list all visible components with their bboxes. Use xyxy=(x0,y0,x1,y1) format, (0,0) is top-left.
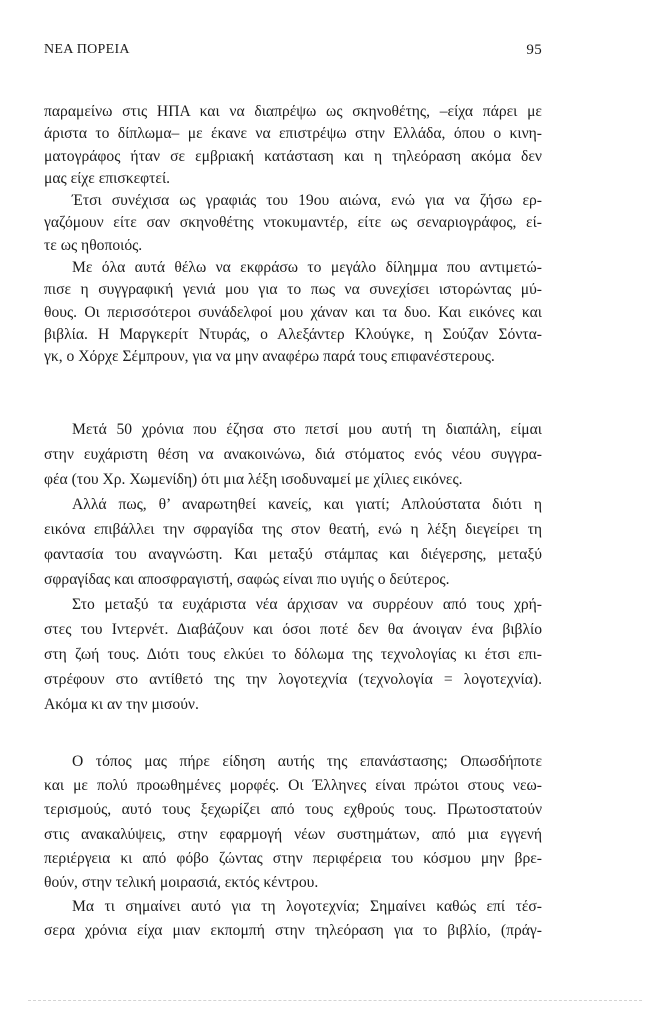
paragraph xyxy=(44,895,542,943)
text-line: σφραγίδας και αποσφραγιστή, σαφώς είναι πιο υγιής ο δεύτερος. xyxy=(44,571,450,588)
running-title: ΝΕΑ ΠΟΡΕΙΑ xyxy=(44,42,130,57)
paragraph xyxy=(44,257,542,368)
text-line: Στο μεταξύ τα ευχάριστα νέα άρχισαν να συρρέουν από τους χρή- xyxy=(72,596,542,613)
text-line: θούν, στην τελική μοιρασιά, εκτός κέντρου. xyxy=(44,873,319,891)
text-line: πισε η συγγραφική γενιά μου για το πως να συνεχίσει ιστορώντας μύ- xyxy=(44,281,542,299)
text-line: τερισμούς, αυτό τους ξεχωρίζει από τους εχθρούς τους. Πρωτοστατούν xyxy=(44,801,542,819)
running-header xyxy=(44,42,542,62)
text-section-1 xyxy=(44,101,542,369)
scan-edge-divider xyxy=(28,1000,642,1001)
text-line: φέα (του Χρ. Χωμενίδη) ότι μια λέξη ισοδυναμεί με χίλιες εικόνες. xyxy=(44,471,463,488)
text-line: Αλλά πως, θ’ αναρωτηθεί κανείς, και γιατί; Απλούστατα διότι η xyxy=(72,496,542,513)
paragraph xyxy=(44,492,542,592)
text-section-3 xyxy=(44,750,542,944)
page-number: 95 xyxy=(526,42,542,58)
paragraph xyxy=(44,417,542,492)
text-line: γκ, ο Χόρχε Σέμπρουν, για να μην αναφέρω παρά τους επιφανέστερους. xyxy=(44,348,495,366)
text-line: στις ανακαλύψεις, στην εφαρμογή νέων συστημάτων, από μια εγγενή xyxy=(44,825,542,843)
text-line: Με όλα αυτά θέλω να εκφράσω το μεγάλο δίλημμα που αντιμετώ- xyxy=(72,259,542,277)
text-line: Μετά 50 χρόνια που έζησα στο πετσί μου αυτή τη διαπάλη, είμαι xyxy=(72,421,542,438)
paragraph xyxy=(44,592,542,717)
text-line: γαζόμουν είτε σαν σκηνοθέτης ντοκυμαντέρ, είτε ως σεναριογράφος, εί- xyxy=(44,214,542,232)
paragraph xyxy=(44,190,542,257)
text-line: στη ζωή τους. Διότι τους ελκύει το δόλωμα της τεχνολογίας κι έτσι επι- xyxy=(44,646,542,663)
text-line: εικόνα επιβάλλει την σφραγίδα της στον θεατή, ενώ η λέξη διεγείρει τη xyxy=(44,521,542,538)
text-line: μας είχε επισκεφτεί. xyxy=(44,169,171,187)
text-line: ματογράφος ήταν σε εμβριακή κατάσταση και η τηλεόραση ακόμα δεν xyxy=(44,147,542,165)
text-line: στες του Ιντερνέτ. Διαβάζουν και όσοι ποτέ δεν θα άνοιγαν ένα βιβλίο xyxy=(44,621,542,638)
text-line: άριστα το δίπλωμα– με έκανε να επιστρέψω στην Ελλάδα, όπου ο κινη- xyxy=(44,125,542,143)
paragraph xyxy=(44,101,542,190)
text-line: περιέργεια κι από φόβο ζώντας στην περιφέρεια του κόσμου μην βρε- xyxy=(44,849,542,867)
text-line: θους. Οι περισσότεροι συνάδελφοί μου χάναν και τα δυο. Και εικόνες και xyxy=(44,303,542,321)
text-section-2 xyxy=(44,417,542,717)
paragraph xyxy=(44,750,542,895)
text-line: σερα χρόνια είχα μιαν εκπομπή στην τηλεόραση για το βιβλίο, (πράγ- xyxy=(44,922,542,940)
text-line: στρέφουν στο αντίθετό της την λογοτεχνία (τεχνολογία = λογοτεχνία). xyxy=(44,671,542,688)
text-line: στην ευχάριστη θέση να ανακοινώνω, διά στόματος ενός νέου συγγρα- xyxy=(44,446,542,463)
text-line: Ο τόπος μας πήρε είδηση αυτής της επανάστασης; Οπωσδήποτε xyxy=(72,753,542,770)
text-line: Ακόμα κι αν την μισούν. xyxy=(44,696,199,713)
text-line: Έτσι συνέχισα ως γραφιάς του 19ου αιώνα, ενώ για να ζήσω ερ- xyxy=(72,192,542,210)
text-line: Μα τι σημαίνει αυτό για τη λογοτεχνία; Σημαίνει καθώς επί τέσ- xyxy=(72,898,542,916)
text-line: φαντασία του αναγνώστη. Και μεταξύ στάμπας και διέγερσης, μεταξύ xyxy=(44,546,542,563)
text-line: και με πολύ προωθημένες μορφές. Οι Έλληνες είναι πρώτοι στους νεω- xyxy=(44,777,542,795)
text-line: παραμείνω στις ΗΠΑ και να διαπρέψω ως σκηνοθέτης, –είχα πάρει με xyxy=(44,103,542,120)
text-line: βιβλία. Η Μαργκερίτ Ντυράς, ο Αλεξάντερ Κλούγκε, η Σούζαν Σόντα- xyxy=(44,325,542,343)
text-line: τε ως ηθοποιός. xyxy=(44,236,143,254)
